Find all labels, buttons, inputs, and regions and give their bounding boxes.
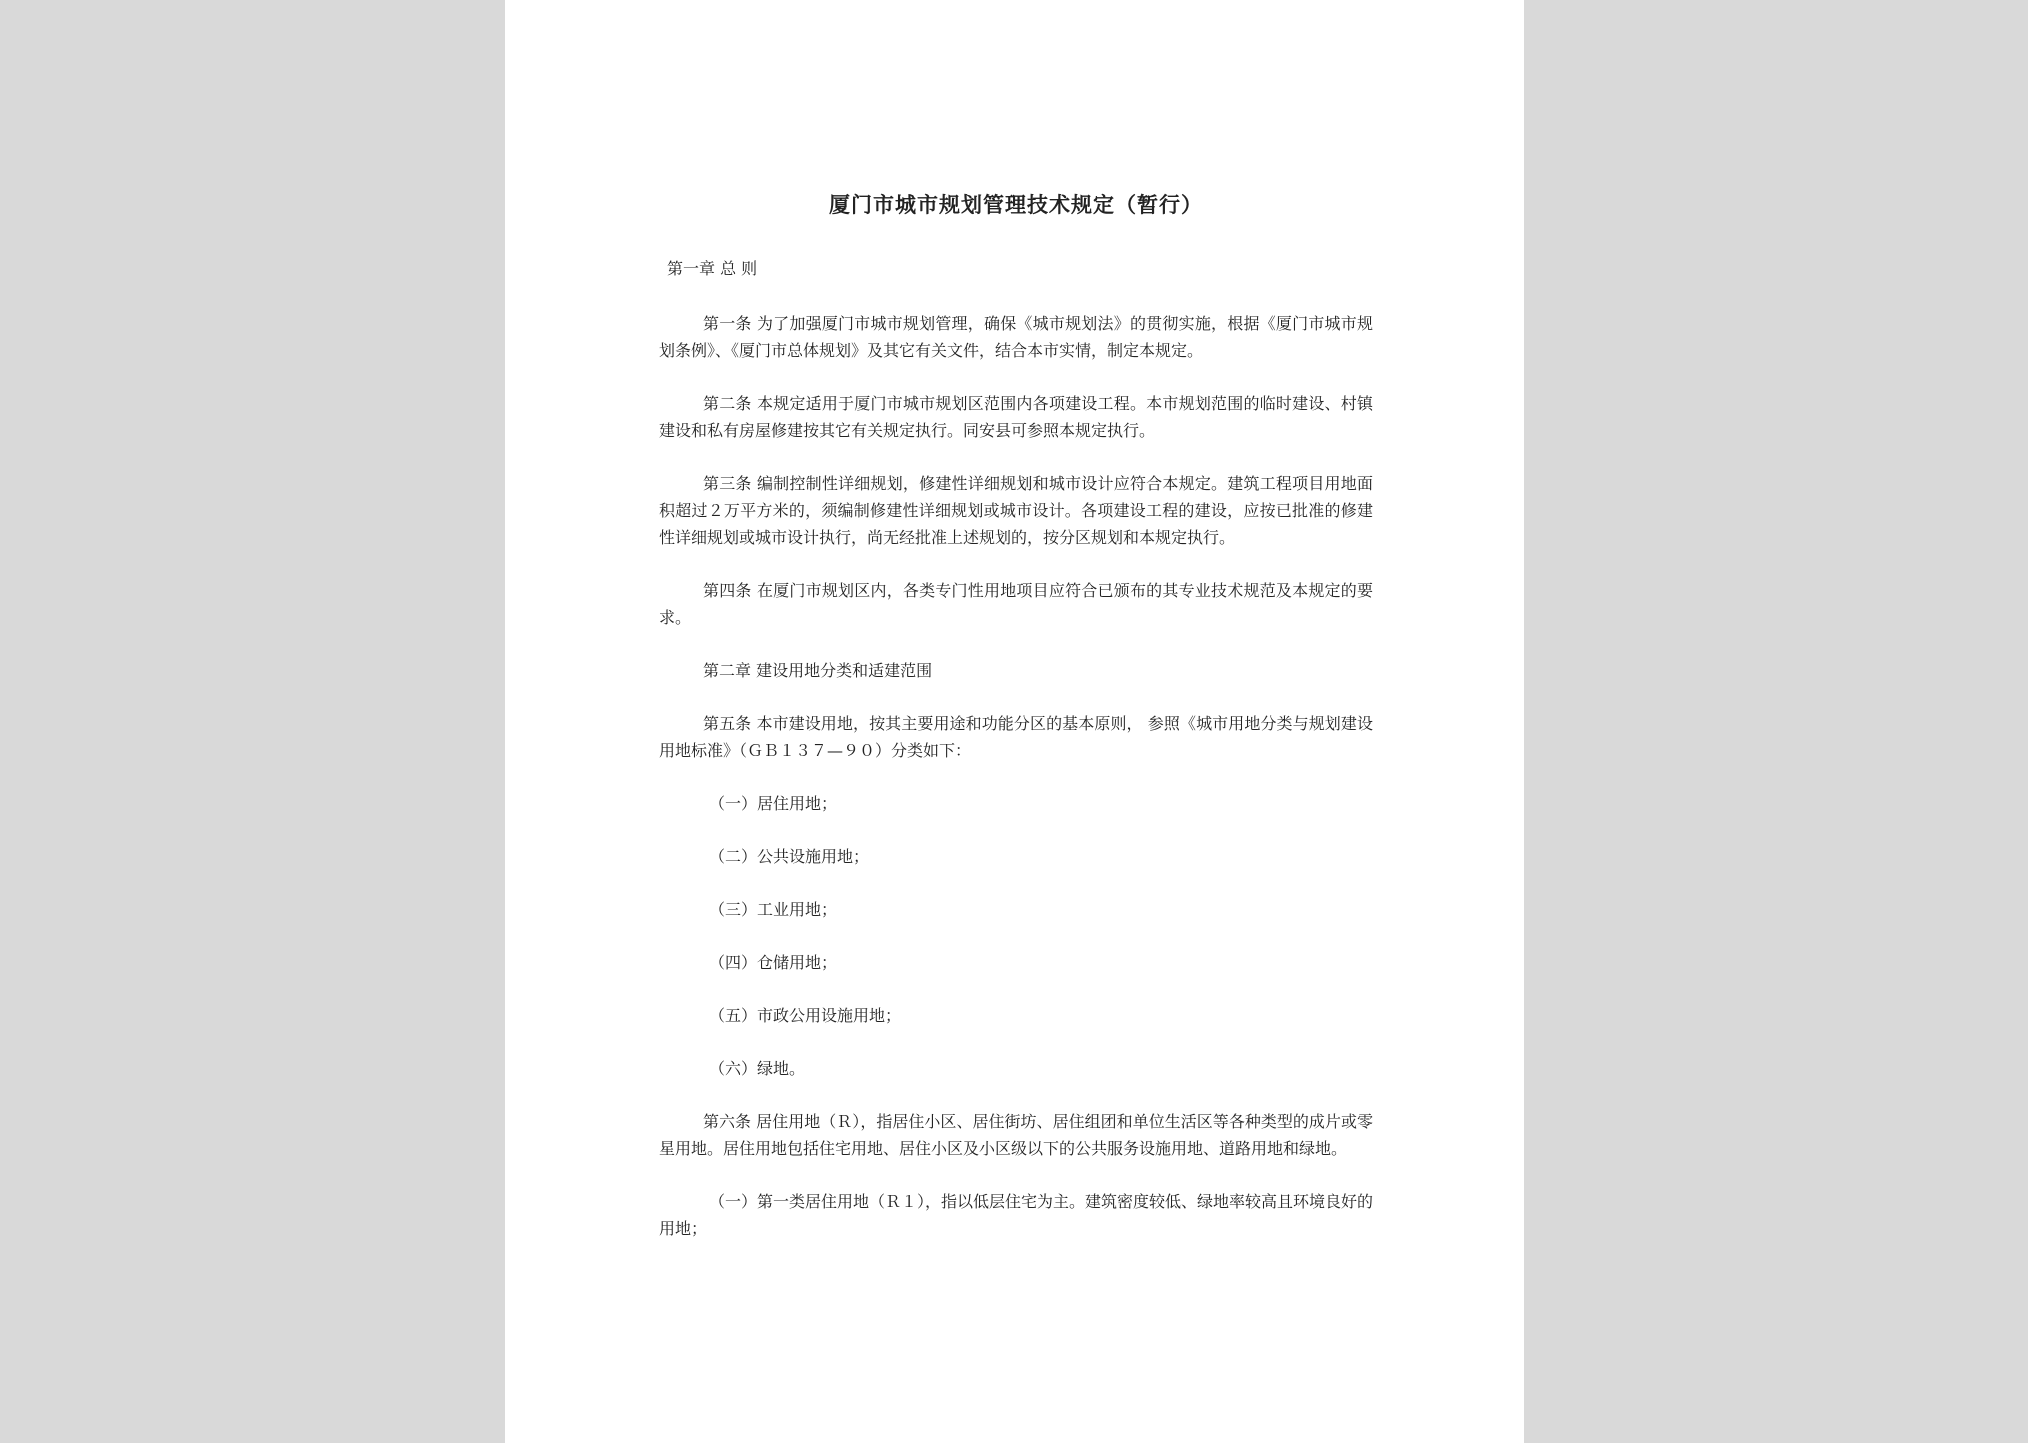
document-content: [659, 190, 1373, 1242]
article-paragraph: 第六条 居住用地（Ｒ），指居住小区、居住街坊、居住组团和单位生活区等各种类型的成片或零星用地。居住用地包括住宅用地、居住小区及小区级以下的公共服务设施用地、道路用地和绿地。: [659, 1112, 1373, 1158]
document-page: [505, 0, 1524, 1443]
article-paragraph: 第二条 本规定适用于厦门市城市规划区范围内各项建设工程。本市规划范围的临时建设、村镇建设和私有房屋修建按其它有关规定执行。同安县可参照本规定执行。: [659, 394, 1373, 440]
list-item: （一）居住用地；: [709, 794, 838, 813]
list-item: （六）绿地。: [709, 1059, 806, 1078]
list-item: （五）市政公用设施用地；: [709, 1006, 902, 1025]
chapter-heading: 第一章 总 则: [667, 259, 758, 278]
list-item: （四）仓储用地；: [709, 953, 838, 972]
article-paragraph: 第五条 本市建设用地，按其主要用途和功能分区的基本原则， 参照《城市用地分类与规划建设用地标准》（ＧＢ１３７—９０）分类如下：: [659, 714, 1373, 760]
list-item: （二）公共设施用地；: [709, 847, 870, 866]
document-title: 厦门市城市规划管理技术规定（暂行）: [829, 192, 1203, 217]
article-paragraph: 第四条 在厦门市规划区内，各类专门性用地项目应符合已颁布的其专业技术规范及本规定的要求。: [659, 581, 1373, 627]
article-paragraph: 第一条 为了加强厦门市城市规划管理，确保《城市规划法》的贯彻实施，根据《厦门市城市规划条例》、《厦门市总体规划》及其它有关文件，结合本市实情，制定本规定。: [659, 314, 1373, 360]
article-paragraph: 第三条 编制控制性详细规划，修建性详细规划和城市设计应符合本规定。建筑工程项目用地面积超过２万平方米的，须编制修建性详细规划或城市设计。各项建设工程的建设，应按已批准的修建性详细规划或城市设计执行，尚无经批准上述规划的，按分区规划和本规定执行。: [659, 474, 1373, 547]
list-item: （一）第一类居住用地（Ｒ１），指以低层住宅为主。建筑密度较低、绿地率较高且环境良好的用地；: [659, 1192, 1374, 1238]
chapter-heading: 第二章 建设用地分类和适建范围: [703, 661, 933, 680]
list-item: （三）工业用地；: [709, 900, 838, 919]
